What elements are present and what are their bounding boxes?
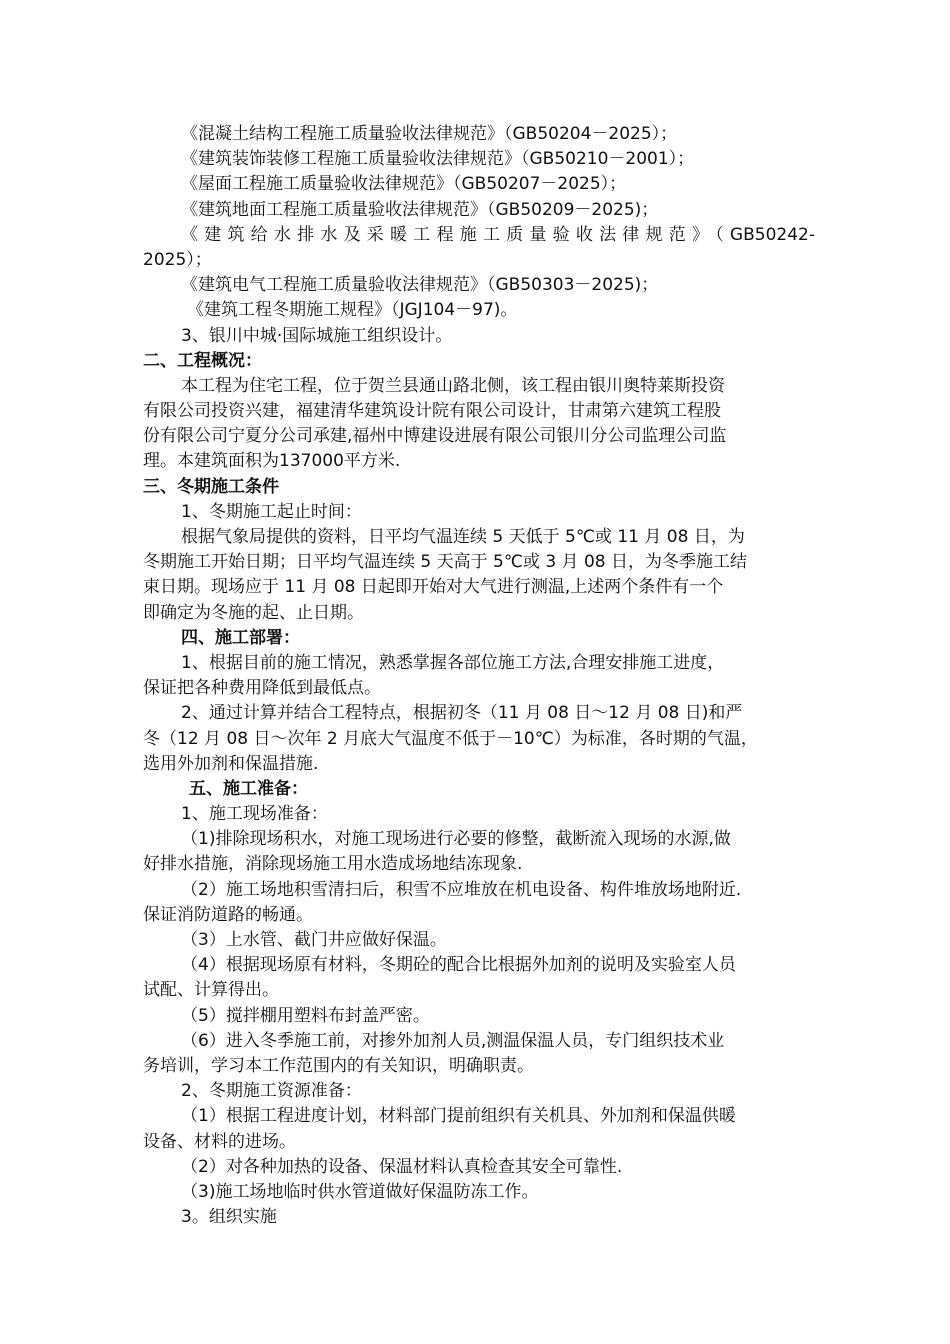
document-body	[143, 122, 815, 1230]
text-line: 务培训，学习本工作范围内的有关知识，明确职责。	[143, 1055, 534, 1076]
text-line: 好排水措施，消除现场施工用水造成场地结冻现象.	[143, 854, 523, 875]
text-line: （1）根据工程进度计划，材料部门提前组织有关机具、外加剂和保温供暖	[181, 1106, 736, 1127]
text-line: 1、根据目前的施工情况，熟悉掌握各部位施工方法,合理安排施工进度，	[181, 652, 725, 673]
text-line: 即确定为冬施的起、止日期。	[143, 602, 364, 623]
text-line: （3)施工场地临时供水管道做好保温防冻工作。	[181, 1181, 539, 1202]
text-line: 理。本建筑面积为137000平方米.	[143, 451, 401, 472]
text-line: 设备、材料的进场。	[143, 1131, 296, 1152]
text-line: （1)排除现场积水，对施工现场进行必要的修整，截断流入现场的水源,做	[181, 829, 731, 850]
text-line: 本工程为住宅工程，位于贺兰县通山路北侧，该工程由银川奥特莱斯投资	[181, 375, 725, 396]
section-heading: 五、施工准备：	[189, 778, 308, 799]
section-heading: 二、工程概况：	[143, 350, 262, 371]
text-line: 冬（12 月 08 日～次年 2 月底大气温度不低于－10℃）为标准，各时期的气温，	[143, 728, 758, 749]
text-line: （2）对各种加热的设备、保温材料认真检查其安全可靠性.	[181, 1156, 623, 1177]
text-line: 1、施工现场准备：	[181, 804, 328, 825]
text-line: 保证消防道路的畅通。	[143, 904, 313, 925]
text-line: 《建筑给水排水及采暖工程施工质量验收法律规范》（GB50242-	[181, 224, 815, 245]
text-line: 有限公司投资兴建，福建清华建筑设计院有限公司设计，甘肃第六建筑工程股	[143, 401, 721, 422]
text-line: （6）进入冬季施工前，对掺外加剂人员,测温保温人员，专门组织技术业	[181, 1030, 725, 1051]
text-line: 试配、计算得出。	[143, 980, 279, 1001]
text-line: 3、银川中城·国际城施工组织设计。	[181, 325, 453, 346]
text-line: （2）施工场地积雪清扫后，积雪不应堆放在机电设备、构件堆放场地附近.	[181, 879, 742, 900]
text-line: （4）根据现场原有材料，冬期砼的配合比根据外加剂的说明及实验室人员	[181, 955, 736, 976]
section-heading: 四、施工部署：	[181, 627, 300, 648]
text-line: 2、通过计算并结合工程特点，根据初冬（11 月 08 日～12 月 08 日)和严	[181, 703, 743, 724]
text-line: 束日期。现场应于 11 月 08 日起即开始对大气进行测温,上述两个条件有一个	[143, 577, 724, 598]
text-line: （5）搅拌棚用塑料布封盖严密。	[181, 1005, 430, 1026]
text-line: （3）上水管、截门井应做好保温。	[181, 930, 447, 950]
text-line: 冬期施工开始日期；日平均气温连续 5 天高于 5℃或 3 月 08 日，为冬季施工结	[143, 552, 747, 573]
text-line: 《混凝土结构工程施工质量验收法律规范》（GB50204－2025）；	[181, 124, 678, 144]
text-line: 《建筑电气工程施工质量验收法律规范》（GB50303－2025)；	[181, 275, 659, 296]
text-line: 《建筑装饰装修工程施工质量验收法律规范》（GB50210－2001）；	[181, 149, 695, 170]
text-line: 选用外加剂和保温措施.	[143, 753, 319, 774]
text-line: 份有限公司宁夏分公司承建,福州中博建设进展有限公司银川分公司监理公司监	[143, 426, 727, 447]
text-line: 《建筑地面工程施工质量验收法律规范》（GB50209－2025)；	[181, 199, 659, 220]
text-line: 《屋面工程施工质量验收法律规范》（GB50207－2025）；	[181, 174, 627, 195]
text-line: 《建筑工程冬期施工规程》（JGJ104－97)。	[187, 300, 518, 321]
text-line: 根据气象局提供的资料，日平均气温连续 5 天低于 5℃或 11 月 08 日，为	[181, 527, 745, 547]
text-line: 2025）；	[143, 249, 212, 270]
section-heading: 三、冬期施工条件	[143, 476, 279, 497]
text-line: 保证把各种费用降低到最低点。	[143, 678, 381, 699]
text-line: 3。组织实施	[181, 1207, 277, 1228]
text-line: 1、冬期施工起止时间：	[181, 501, 362, 522]
text-line: 2、冬期施工资源准备：	[181, 1081, 362, 1102]
